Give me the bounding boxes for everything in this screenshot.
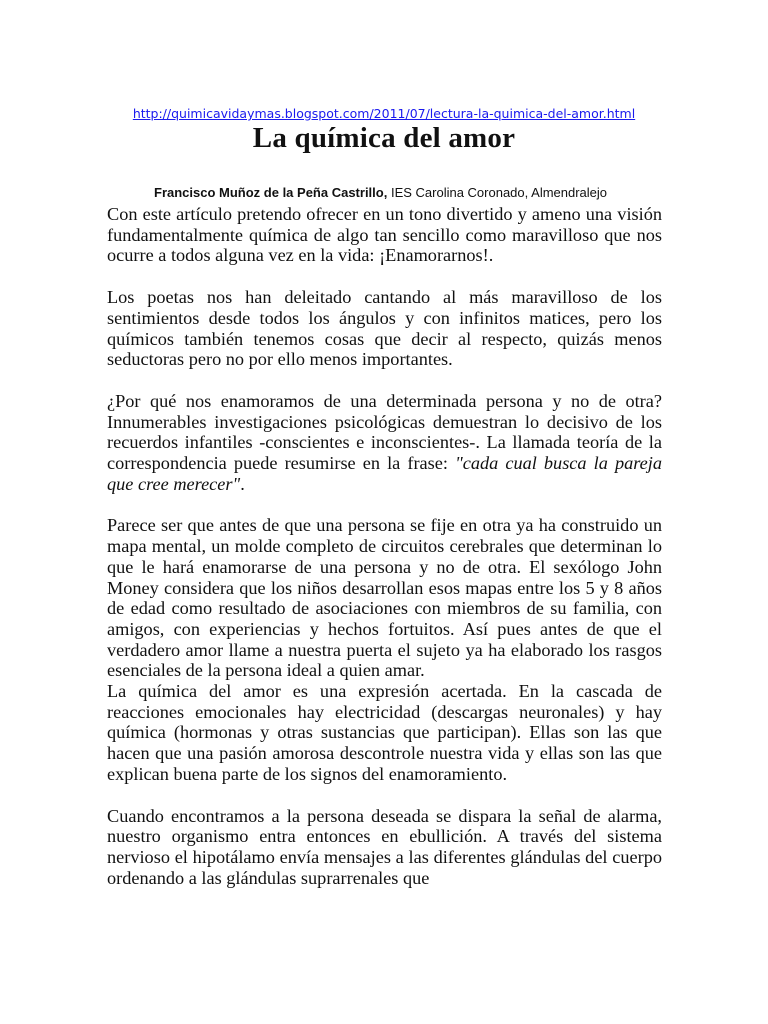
paragraph-6: Cuando encontramos a la persona deseada se dispara la señal de alarma, nuestro organismo entra entonces en ebullición. A través del sistema nervioso el hipotálamo envía mensajes a las diferentes glándulas del cuerpo ordenando a las glándulas suprarrenales que bbox=[107, 805, 662, 888]
paragraph-3-quote: "cada cual busca la pareja que cree merecer" bbox=[107, 453, 663, 494]
paragraph-3 bbox=[107, 391, 662, 495]
paragraph-1: Con este artículo pretendo ofrecer en un tono divertido y ameno una visión fundamentalmente química de algo tan sencillo como maravilloso que nos ocurre a todos alguna vez en la vida: ¡Enamorarnos!. bbox=[107, 204, 662, 266]
article-body bbox=[107, 204, 662, 909]
paragraph-5: La química del amor es una expresión acertada. En la cascada de reacciones emocionales hay electricidad (descargas neuronales) y hay química (hormonas y otras sustancias que participan). Ellas son las que hacen que una pasión amorosa descontrole nuestra vida y ellas son las que explican buena parte de los signos del enamoramiento. bbox=[107, 681, 662, 784]
paragraph-3-text: ¿Por qué nos enamoramos de una determinada persona y no de otra? Innumerables investigaciones psicológicas demuestran lo decisivo de los recuerdos infantiles -conscientes e inconscientes-. La llamada teoría de la correspondencia puede resumirse en la frase: bbox=[107, 390, 662, 474]
author-affiliation: IES Carolina Coronado, Almendralejo bbox=[387, 185, 608, 200]
document-title: La química del amor bbox=[252, 122, 516, 154]
byline bbox=[154, 185, 607, 200]
paragraph-3-end: . bbox=[240, 473, 245, 494]
paragraph-2: Los poetas nos han deleitado cantando al más maravilloso de los sentimientos desde todos los ángulos y con infinitos matices, pero los químicos también tenemos cosas que decir al respecto, quizás menos seductoras pero no por ello menos importantes. bbox=[107, 287, 662, 370]
author-name: Francisco Muñoz de la Peña Castrillo, bbox=[154, 185, 388, 200]
paragraph-4: Parece ser que antes de que una persona se fije en otra ya ha construido un mapa mental, un molde completo de circuitos cerebrales que determinan lo que le hará enamorarse de una persona y no de otra. El sexólogo John Money considera que los niños desarrollan esos mapas entre los 5 y 8 años de edad como resultado de asociaciones con miembros de su familia, con amigos, con experiencias y hechos fortuitos. Así pues antes de que el verdadero amor llame a nuestra puerta el sujeto ya ha elaborado los rasgos esenciales de la persona ideal a quien amar. bbox=[107, 515, 662, 681]
source-url-link[interactable]: http://quimicavidaymas.blogspot.com/2011/07/lectura-la-quimica-del-amor.html bbox=[132, 106, 636, 121]
